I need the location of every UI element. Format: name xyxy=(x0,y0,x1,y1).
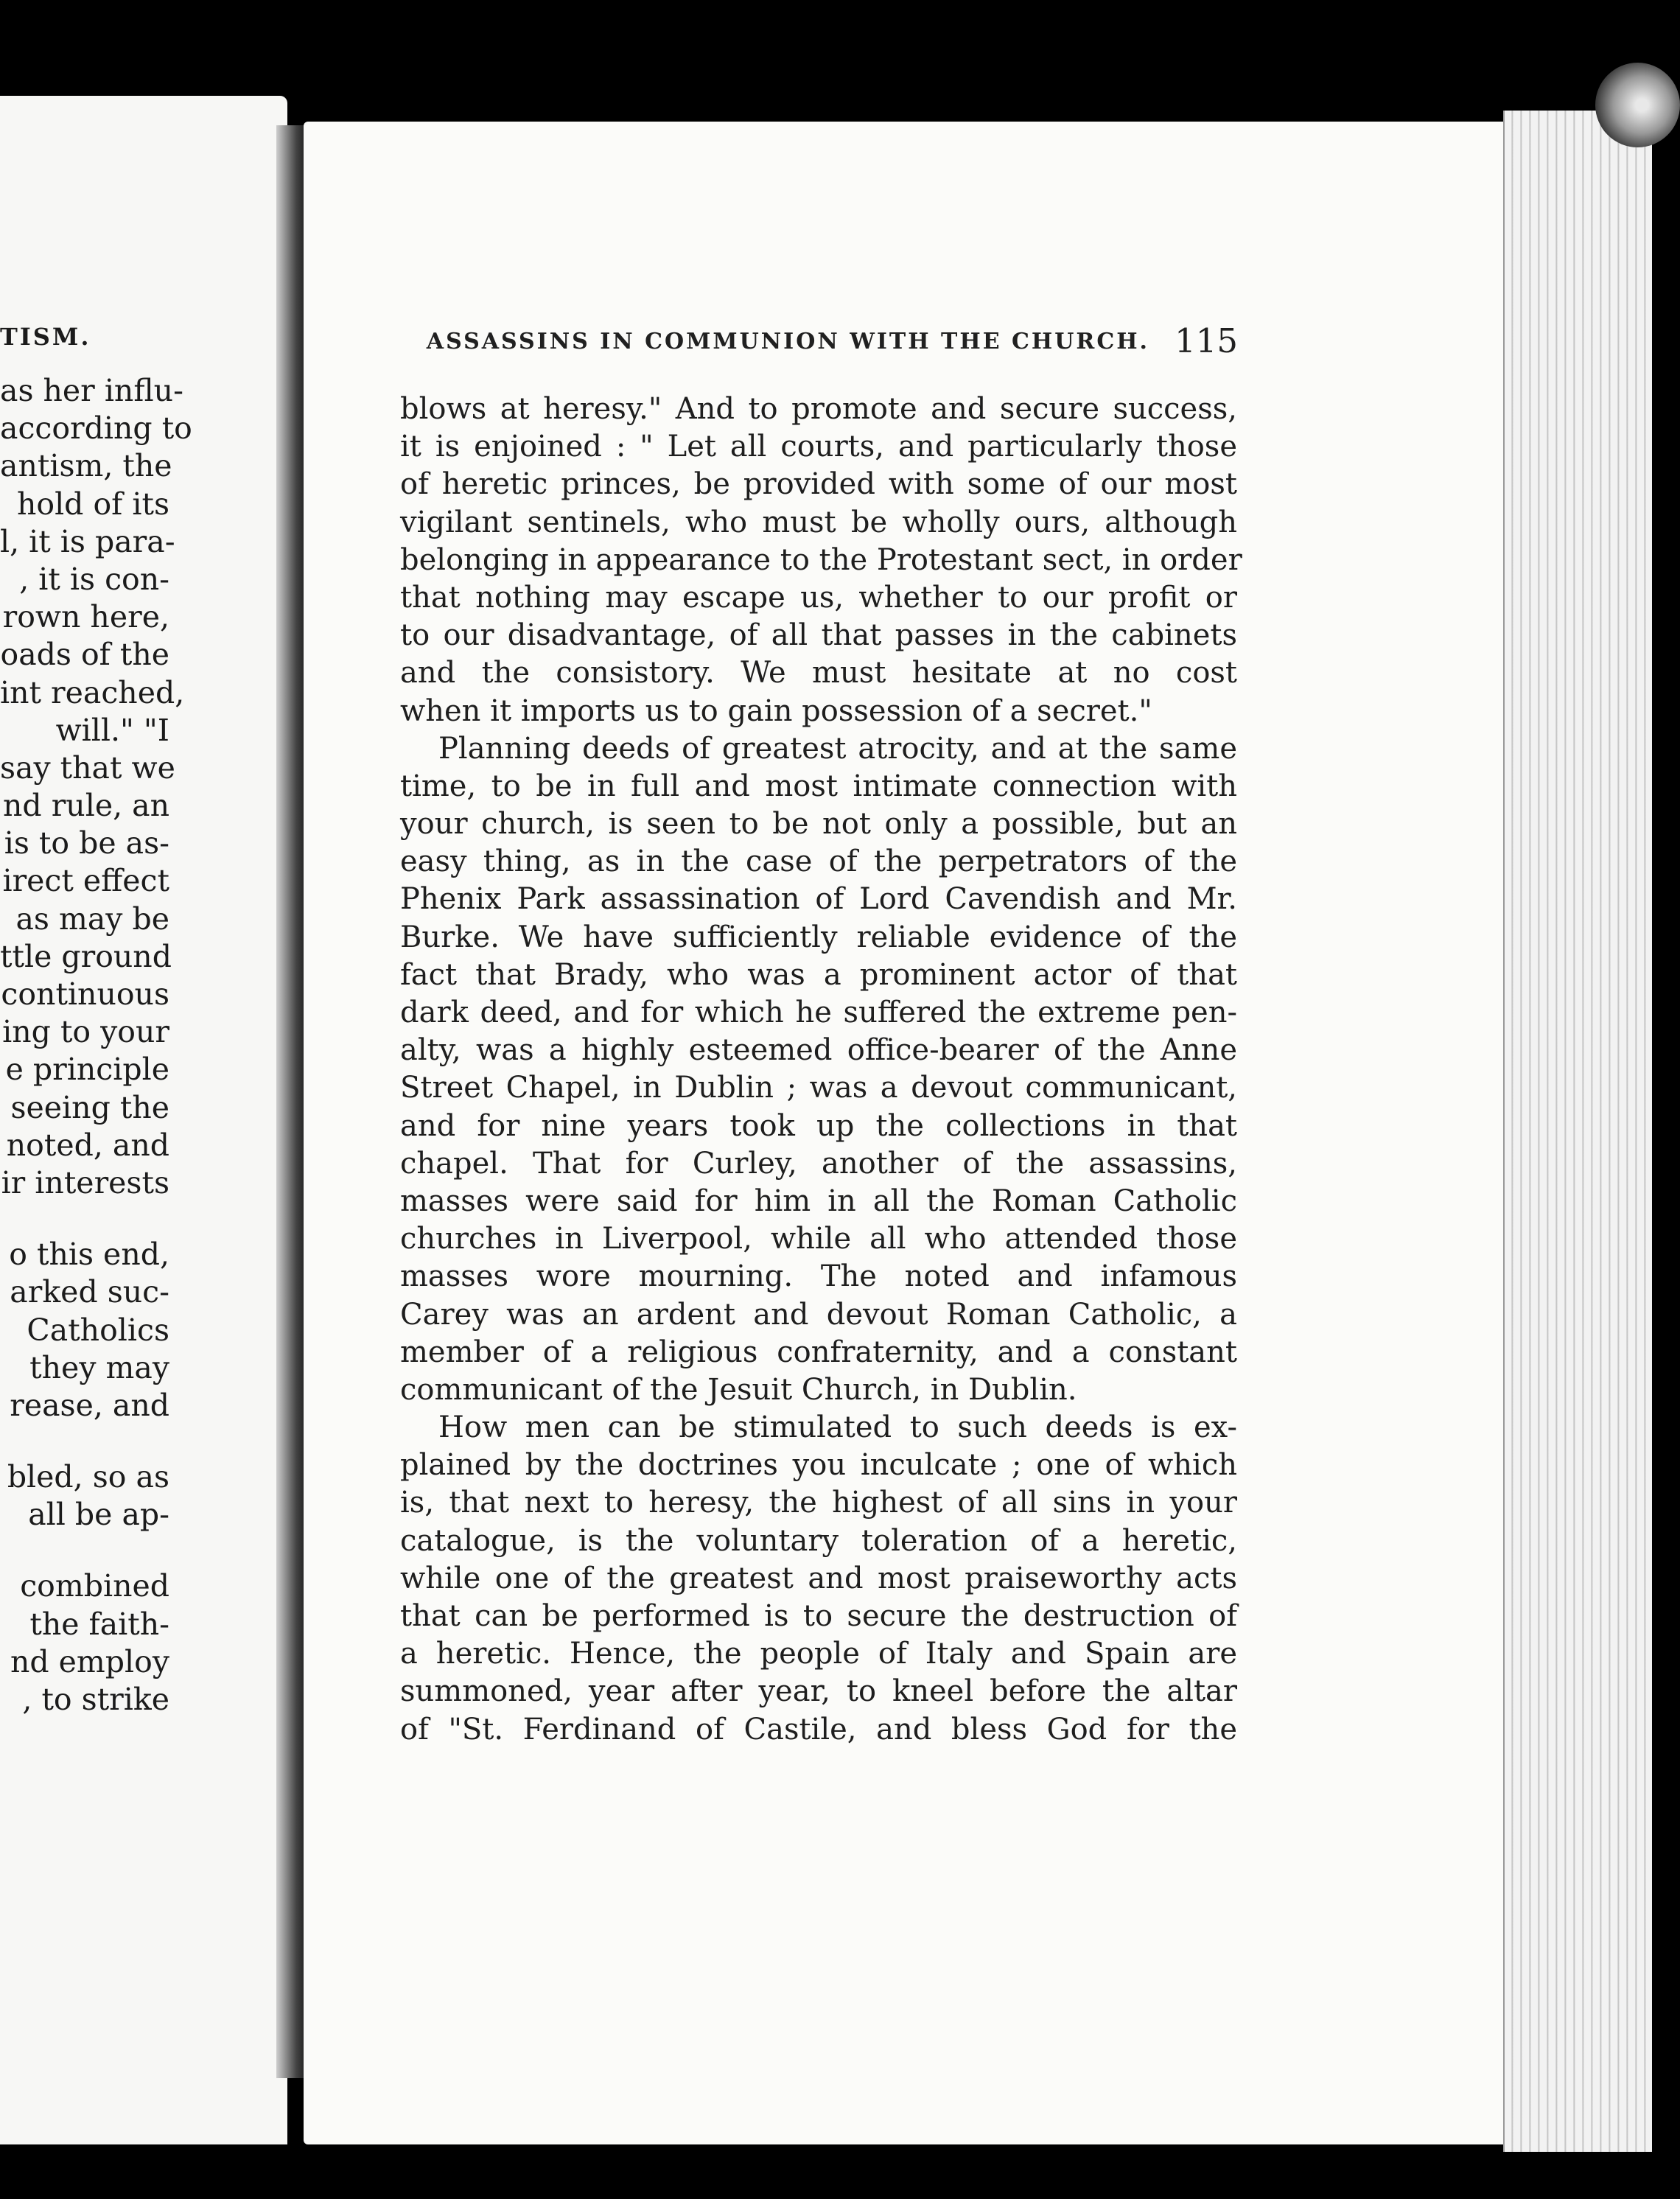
text-line: and the consistory. We must hesitate at no cost xyxy=(400,656,1237,691)
left-text-line: rease, and xyxy=(10,1387,169,1423)
text-line: that nothing may escape us, whether to our profit or xyxy=(400,580,1237,615)
left-text-line: nd employ xyxy=(10,1643,169,1679)
left-text-line: antism, the xyxy=(0,448,172,484)
left-text-line: int reached, xyxy=(0,674,185,710)
text-line: time, to be in full and most intimate connection with xyxy=(400,769,1237,803)
page-edges xyxy=(1503,111,1652,2152)
text-line: Burke. We have sufficiently reliable evidence of the xyxy=(400,920,1237,954)
text-line: your church, is seen to be not only a possible, but an xyxy=(400,807,1237,842)
page-number: 115 xyxy=(1175,321,1238,360)
text-line: member of a religious confraternity, and a constant xyxy=(400,1335,1237,1369)
text-line: when it imports us to gain possession of a secret." xyxy=(400,693,1152,728)
text-line: is, that next to heresy, the highest of all sins in your xyxy=(400,1486,1237,1520)
text-line: it is enjoined : " Let all courts, and particularly those xyxy=(400,430,1237,464)
text-line: churches in Liverpool, while all who attended those xyxy=(400,1222,1237,1256)
text-line: and for nine years took up the collections in that xyxy=(400,1108,1237,1143)
text-line: plained by the doctrines you inculcate ; one of which xyxy=(400,1448,1237,1483)
left-text-line: all be ap- xyxy=(28,1497,169,1533)
text-line: easy thing, as in the case of the perpetrators of the xyxy=(400,845,1237,879)
left-text-line: the faith- xyxy=(29,1606,169,1642)
text-line: of heretic princes, be provided with some of our most xyxy=(400,467,1237,502)
left-text-line: irect effect xyxy=(2,863,169,899)
text-line: Street Chapel, in Dublin ; was a devout communicant, xyxy=(400,1071,1237,1105)
left-text-line xyxy=(0,1202,169,1236)
left-text-line: ttle ground xyxy=(0,938,172,974)
left-page-text xyxy=(0,372,192,1719)
left-text-line: ing to your xyxy=(2,1014,169,1050)
left-text-line: l, it is para- xyxy=(0,523,175,559)
left-text-line: ir interests xyxy=(1,1164,169,1200)
left-text-line: is to be as- xyxy=(4,825,169,861)
text-line: while one of the greatest and most praiseworthy acts xyxy=(400,1561,1237,1595)
left-text-line xyxy=(0,1424,169,1458)
text-line: of "St. Ferdinand of Castile, and bless God for the xyxy=(400,1712,1237,1747)
left-text-line: Catholics xyxy=(27,1312,169,1348)
text-line: to our disadvantage, of all that passes in the cabinets xyxy=(400,618,1237,653)
body-text xyxy=(400,391,1242,1749)
text-line: masses were said for him in all the Roman Catholic xyxy=(400,1184,1237,1218)
text-line: alty, was a highly esteemed office-bearer of the Anne xyxy=(400,1033,1237,1068)
page-header xyxy=(426,321,1238,366)
left-text-line: they may xyxy=(29,1349,169,1385)
left-text-line: e principle xyxy=(5,1052,169,1088)
text-line: Planning deeds of greatest atrocity, and at the same xyxy=(438,731,1237,766)
text-line: belonging in appearance to the Protestant sect, in order xyxy=(400,542,1242,577)
text-line: summoned, year after year, to kneel before the altar xyxy=(400,1674,1237,1709)
left-text-line: arked suc- xyxy=(10,1274,169,1310)
text-line: blows at heresy." And to promote and secure success, xyxy=(400,392,1237,426)
text-line: catalogue, is the voluntary toleration of a heretic, xyxy=(400,1523,1237,1558)
text-line: that can be performed is to secure the destruction of xyxy=(400,1599,1237,1633)
text-line: fact that Brady, who was a prominent actor of that xyxy=(400,957,1237,992)
left-text-line: o this end, xyxy=(9,1237,169,1273)
text-line: communicant of the Jesuit Church, in Dublin. xyxy=(400,1372,1077,1407)
text-line: Phenix Park assassination of Lord Cavendish and Mr. xyxy=(400,882,1237,917)
left-text-line: , it is con- xyxy=(19,561,169,597)
left-text-line: as may be xyxy=(15,901,169,937)
left-text-line: say that we xyxy=(0,749,175,786)
text-line: chapel. That for Curley, another of the assassins, xyxy=(400,1146,1237,1181)
scan-blot xyxy=(1595,63,1680,147)
left-text-line: oads of the xyxy=(0,637,169,673)
left-text-line: combined xyxy=(20,1568,169,1604)
text-line: vigilant sentinels, who must be wholly ours, although xyxy=(400,505,1237,539)
left-text-line: as her influ- xyxy=(0,373,183,408)
left-text-line: , to strike xyxy=(22,1682,169,1717)
left-running-head: TISM. xyxy=(0,323,91,351)
left-text-line: according to xyxy=(0,410,192,447)
text-line: Carey was an ardent and devout Roman Catholic, a xyxy=(400,1297,1237,1332)
left-text-line: hold of its xyxy=(16,486,169,522)
left-text-line: seeing the xyxy=(10,1089,169,1125)
left-text-line: noted, and xyxy=(6,1127,169,1163)
left-text-line: continuous xyxy=(1,976,169,1012)
text-line: How men can be stimulated to such deeds is ex- xyxy=(438,1410,1237,1445)
left-text-line: rown here, xyxy=(2,599,169,635)
text-line: dark deed, and for which he suffered the extreme pen- xyxy=(400,996,1237,1029)
running-head: ASSASSINS IN COMMUNION WITH THE CHURCH. xyxy=(426,329,1149,354)
left-text-line: nd rule, an xyxy=(3,788,169,824)
left-text-line: bled, so as xyxy=(7,1459,169,1495)
left-text-line: will." "I xyxy=(55,712,169,748)
text-line: a heretic. Hence, the people of Italy and Spain are xyxy=(400,1637,1237,1671)
text-line: masses wore mourning. The noted and infamous xyxy=(400,1259,1237,1294)
left-text-line xyxy=(0,1534,169,1567)
